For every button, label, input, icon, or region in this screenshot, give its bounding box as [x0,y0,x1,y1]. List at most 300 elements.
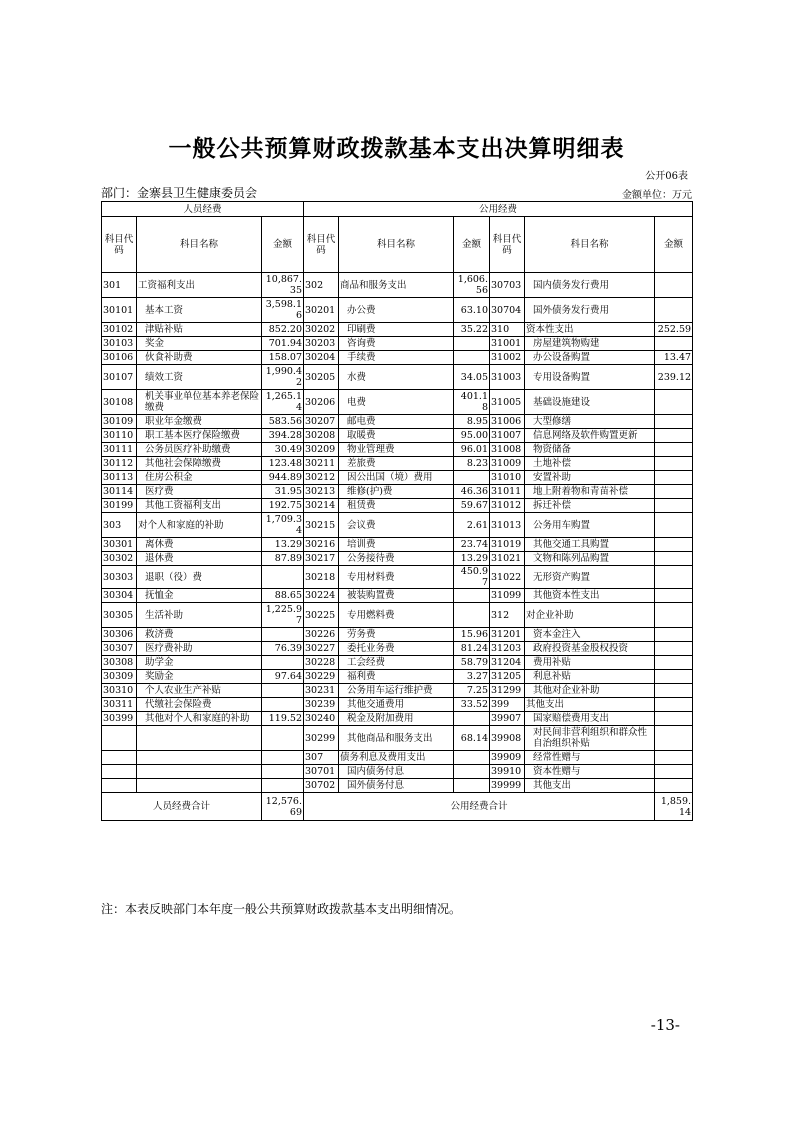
code-cell: 30307 [102,642,137,656]
amount-cell [454,779,490,793]
name-cell: 助学金 [137,656,262,670]
name-cell [137,779,262,793]
code-cell: 31001 [490,337,525,351]
name-cell: 债务利息及费用支出 [339,751,454,765]
name-cell: 国外债务付息 [339,779,454,793]
table-row [102,499,693,513]
name-cell: 其他商品和服务支出 [339,726,454,751]
amount-cell: 8.95 [454,415,490,429]
code-cell: 39910 [490,765,525,779]
code-cell: 399 [490,698,525,712]
name-cell: 住房公积金 [137,471,262,485]
code-cell: 30106 [102,351,137,365]
name-cell: 办公设备购置 [525,351,655,365]
amount-cell [262,656,304,670]
amount-cell [454,589,490,603]
table-row [102,471,693,485]
amount-header: 金额 [454,217,490,273]
code-cell [102,726,137,751]
code-header: 科目代码 [490,217,525,273]
name-cell: 公务用车购置 [525,513,655,538]
table-row [102,485,693,499]
amount-cell [262,765,304,779]
name-cell: 国外债务发行费用 [525,298,655,323]
code-cell: 30225 [304,603,339,628]
amount-cell [454,765,490,779]
name-cell: 商品和服务支出 [339,273,454,298]
code-cell: 30310 [102,684,137,698]
amount-cell: 59.67 [454,499,490,513]
amount-cell: 852.20 [262,323,304,337]
amount-cell [655,337,693,351]
code-cell: 30702 [304,779,339,793]
code-cell: 30107 [102,365,137,390]
name-cell: 手续费 [339,351,454,365]
code-cell: 31099 [490,589,525,603]
department-label: 部门：金寨县卫生健康委员会 [101,186,258,200]
amount-header: 金额 [655,217,693,273]
amount-cell: 239.12 [655,365,693,390]
code-cell: 31201 [490,628,525,642]
amount-cell: 34.05 [454,365,490,390]
amount-cell [655,589,693,603]
amount-cell [655,765,693,779]
table-row [102,415,693,429]
code-cell: 31013 [490,513,525,538]
name-cell: 差旅费 [339,457,454,471]
amount-cell: 97.64 [262,670,304,684]
code-cell: 30102 [102,323,137,337]
amount-cell: 1,225.97 [262,603,304,628]
table-row [102,698,693,712]
name-cell: 生活补助 [137,603,262,628]
amount-cell: 583.56 [262,415,304,429]
code-cell: 30206 [304,390,339,415]
amount-cell: 450.97 [454,566,490,589]
amount-cell: 1,709.34 [262,513,304,538]
amount-cell: 31.95 [262,485,304,499]
table-row [102,603,693,628]
name-cell: 退职（役）费 [137,566,262,589]
code-cell: 30218 [304,566,339,589]
name-cell: 职工基本医疗保险缴费 [137,429,262,443]
name-cell: 房屋建筑物购建 [525,337,655,351]
amount-cell: 252.59 [655,323,693,337]
code-cell: 31019 [490,538,525,552]
amount-cell: 1,606.56 [454,273,490,298]
amount-cell: 944.89 [262,471,304,485]
name-cell: 安置补助 [525,471,655,485]
name-cell: 津贴补贴 [137,323,262,337]
table-row [102,538,693,552]
name-cell: 个人农业生产补贴 [137,684,262,698]
personnel-total-value: 12,576.69 [262,793,304,821]
table-row [102,751,693,765]
code-cell: 39909 [490,751,525,765]
name-cell: 福利费 [339,670,454,684]
amount-cell: 46.36 [454,485,490,499]
name-cell: 公务用车运行维护费 [339,684,454,698]
code-cell: 30213 [304,485,339,499]
name-cell: 其他交通工具购置 [525,538,655,552]
amount-cell [454,751,490,765]
code-cell: 30303 [102,566,137,589]
name-cell: 对个人和家庭的补助 [137,513,262,538]
table-row [102,765,693,779]
name-cell [137,751,262,765]
table-row [102,429,693,443]
amount-cell: 10,867.35 [262,273,304,298]
amount-cell: 701.94 [262,337,304,351]
amount-cell [262,566,304,589]
name-cell: 信息网络及软件购置更新 [525,429,655,443]
amount-cell: 13.47 [655,351,693,365]
table-row [102,513,693,538]
name-cell: 经常性赠与 [525,751,655,765]
amount-cell: 1,265.14 [262,390,304,415]
personnel-total-label: 人员经费合计 [102,793,262,821]
name-cell: 国内债务发行费用 [525,273,655,298]
name-cell: 奖金 [137,337,262,351]
table-row [102,712,693,726]
code-cell: 30101 [102,298,137,323]
name-cell: 邮电费 [339,415,454,429]
name-cell: 绩效工资 [137,365,262,390]
amount-cell: 76.39 [262,642,304,656]
code-cell: 31005 [490,390,525,415]
amount-cell: 8.23 [454,457,490,471]
code-cell: 30309 [102,670,137,684]
name-cell: 其他资本性支出 [525,589,655,603]
code-cell: 30226 [304,628,339,642]
code-cell: 31010 [490,471,525,485]
name-header: 科目名称 [137,217,262,273]
table-row [102,566,693,589]
name-cell: 文物和陈列品购置 [525,552,655,566]
name-cell [137,765,262,779]
amount-header: 金额 [262,217,304,273]
amount-cell [655,273,693,298]
page-number: -13- [650,1016,680,1034]
amount-cell [655,499,693,513]
public-total-label: 公用经费合计 [304,793,655,821]
amount-cell [655,538,693,552]
name-cell: 其他工资福利支出 [137,499,262,513]
code-cell: 31021 [490,552,525,566]
amount-cell: 81.24 [454,642,490,656]
amount-cell: 23.74 [454,538,490,552]
code-cell: 31203 [490,642,525,656]
code-cell: 31003 [490,365,525,390]
amount-cell: 119.52 [262,712,304,726]
table-row [102,726,693,751]
table-row [102,337,693,351]
name-cell: 抚恤金 [137,589,262,603]
name-cell: 被装购置费 [339,589,454,603]
amount-cell: 192.75 [262,499,304,513]
name-cell: 伙食补助费 [137,351,262,365]
name-cell: 其他交通费用 [339,698,454,712]
amount-cell: 158.07 [262,351,304,365]
table-row [102,351,693,365]
name-header: 科目名称 [339,217,454,273]
code-cell: 31006 [490,415,525,429]
name-cell: 其他对企业补助 [525,684,655,698]
code-header: 科目代码 [102,217,137,273]
code-cell: 30240 [304,712,339,726]
amount-cell: 3,598.16 [262,298,304,323]
code-cell: 30209 [304,443,339,457]
amount-cell [454,337,490,351]
amount-cell: 63.10 [454,298,490,323]
form-number: 公开06表 [645,171,688,182]
amount-cell: 87.89 [262,552,304,566]
name-cell: 电费 [339,390,454,415]
amount-cell [262,726,304,751]
table-row [102,443,693,457]
amount-cell [655,698,693,712]
name-cell: 国内债务付息 [339,765,454,779]
expenditure-table [101,201,693,821]
name-cell: 劳务费 [339,628,454,642]
table-row [102,273,693,298]
amount-cell: 33.52 [454,698,490,712]
code-cell [102,765,137,779]
code-cell: 30202 [304,323,339,337]
name-cell: 其他支出 [525,779,655,793]
code-cell: 312 [490,603,525,628]
code-cell: 39908 [490,726,525,751]
name-cell: 离休费 [137,538,262,552]
code-cell: 30211 [304,457,339,471]
code-cell: 30227 [304,642,339,656]
code-cell: 30306 [102,628,137,642]
amount-cell [454,712,490,726]
code-cell: 30301 [102,538,137,552]
code-cell: 30111 [102,443,137,457]
code-cell: 30228 [304,656,339,670]
amount-cell: 1,990.42 [262,365,304,390]
name-cell: 对企业补助 [525,603,655,628]
code-cell: 30703 [490,273,525,298]
amount-cell [655,603,693,628]
code-cell: 30110 [102,429,137,443]
amount-cell [262,684,304,698]
code-cell [102,779,137,793]
name-cell: 医疗费补助 [137,642,262,656]
name-cell: 税金及附加费用 [339,712,454,726]
name-cell: 无形资产购置 [525,566,655,589]
amount-cell [655,415,693,429]
code-cell: 301 [102,273,137,298]
code-cell: 39999 [490,779,525,793]
amount-cell [655,751,693,765]
amount-cell [454,603,490,628]
code-cell: 31009 [490,457,525,471]
amount-cell [655,726,693,751]
code-header: 科目代码 [304,217,339,273]
code-cell: 310 [490,323,525,337]
name-cell: 印刷费 [339,323,454,337]
amount-cell [655,457,693,471]
personnel-header: 人员经费 [102,202,304,217]
table-row [102,365,693,390]
name-cell: 专用燃料费 [339,603,454,628]
name-cell: 维修(护)费 [339,485,454,499]
name-cell: 物资储备 [525,443,655,457]
code-cell: 30308 [102,656,137,670]
code-cell: 31002 [490,351,525,365]
name-cell: 政府投资基金股权投资 [525,642,655,656]
amount-cell [655,513,693,538]
name-cell: 费用补贴 [525,656,655,670]
code-cell: 31204 [490,656,525,670]
code-cell: 30215 [304,513,339,538]
amount-cell: 3.27 [454,670,490,684]
amount-cell [655,443,693,457]
name-cell: 奖励金 [137,670,262,684]
amount-cell: 7.25 [454,684,490,698]
code-cell: 30112 [102,457,137,471]
name-cell: 专用设备购置 [525,365,655,390]
name-cell: 救济费 [137,628,262,642]
amount-cell: 13.29 [262,538,304,552]
code-cell: 31011 [490,485,525,499]
code-cell: 30207 [304,415,339,429]
code-cell: 30305 [102,603,137,628]
code-cell: 30214 [304,499,339,513]
code-cell: 31205 [490,670,525,684]
code-cell: 302 [304,273,339,298]
code-cell: 30113 [102,471,137,485]
code-cell: 30208 [304,429,339,443]
code-cell: 30212 [304,471,339,485]
amount-cell: 96.01 [454,443,490,457]
name-cell: 拆迁补偿 [525,499,655,513]
amount-cell [454,351,490,365]
table-row [102,656,693,670]
code-cell: 30217 [304,552,339,566]
code-cell: 30229 [304,670,339,684]
code-cell: 30108 [102,390,137,415]
name-cell: 代缴社会保险费 [137,698,262,712]
code-cell: 30304 [102,589,137,603]
name-cell: 委托业务费 [339,642,454,656]
amount-cell [655,390,693,415]
table-row [102,390,693,415]
code-cell: 31007 [490,429,525,443]
code-cell: 30203 [304,337,339,351]
name-cell: 其他社会保障缴费 [137,457,262,471]
name-cell: 基本工资 [137,298,262,323]
amount-cell [655,684,693,698]
code-cell: 30704 [490,298,525,323]
code-cell: 30701 [304,765,339,779]
code-cell: 30205 [304,365,339,390]
table-row [102,684,693,698]
amount-cell [655,552,693,566]
amount-cell: 68.14 [454,726,490,751]
code-cell: 31008 [490,443,525,457]
name-cell: 医疗费 [137,485,262,499]
amount-cell: 401.18 [454,390,490,415]
code-cell: 30199 [102,499,137,513]
amount-cell [262,628,304,642]
code-cell: 31299 [490,684,525,698]
name-cell: 大型修缮 [525,415,655,429]
name-cell: 退休费 [137,552,262,566]
amount-cell [655,485,693,499]
amount-cell [655,642,693,656]
code-cell: 30216 [304,538,339,552]
code-cell: 307 [304,751,339,765]
name-cell: 土地补偿 [525,457,655,471]
table-row [102,670,693,684]
name-cell: 公务接待费 [339,552,454,566]
amount-cell [655,429,693,443]
table-row [102,589,693,603]
code-cell: 30302 [102,552,137,566]
code-cell: 39907 [490,712,525,726]
name-cell: 工会经费 [339,656,454,670]
amount-cell: 15.96 [454,628,490,642]
amount-cell [655,656,693,670]
amount-cell: 2.61 [454,513,490,538]
code-cell: 30299 [304,726,339,751]
code-cell: 31012 [490,499,525,513]
name-cell: 其他支出 [525,698,655,712]
name-cell: 水费 [339,365,454,390]
amount-cell: 35.22 [454,323,490,337]
code-cell: 30399 [102,712,137,726]
amount-cell [655,670,693,684]
name-cell: 国家赔偿费用支出 [525,712,655,726]
public-header: 公用经费 [304,202,693,217]
name-cell: 资本性支出 [525,323,655,337]
name-cell: 地上附着物和青苗补偿 [525,485,655,499]
table-row [102,323,693,337]
amount-cell [655,628,693,642]
amount-unit-label: 金额单位：万元 [622,190,692,201]
amount-cell: 95.00 [454,429,490,443]
amount-cell: 123.48 [262,457,304,471]
name-cell: 因公出国（境）费用 [339,471,454,485]
code-cell: 30239 [304,698,339,712]
amount-cell: 13.29 [454,552,490,566]
amount-cell [262,698,304,712]
code-cell: 30109 [102,415,137,429]
name-cell: 资本金注入 [525,628,655,642]
table-row [102,642,693,656]
name-cell: 办公费 [339,298,454,323]
amount-cell: 30.49 [262,443,304,457]
name-cell: 租赁费 [339,499,454,513]
public-total-value: 1,859.14 [655,793,693,821]
code-cell: 30224 [304,589,339,603]
code-cell: 30231 [304,684,339,698]
name-cell: 利息补贴 [525,670,655,684]
table-row [102,779,693,793]
page-title: 一般公共预算财政拨款基本支出决算明细表 [168,135,625,162]
amount-cell [262,779,304,793]
code-cell: 303 [102,513,137,538]
name-cell: 工资福利支出 [137,273,262,298]
name-cell: 职业年金缴费 [137,415,262,429]
name-cell: 取暖费 [339,429,454,443]
name-cell: 对民间非营利组织和群众性自治组织补贴 [525,726,655,751]
name-cell: 物业管理费 [339,443,454,457]
code-cell: 30201 [304,298,339,323]
